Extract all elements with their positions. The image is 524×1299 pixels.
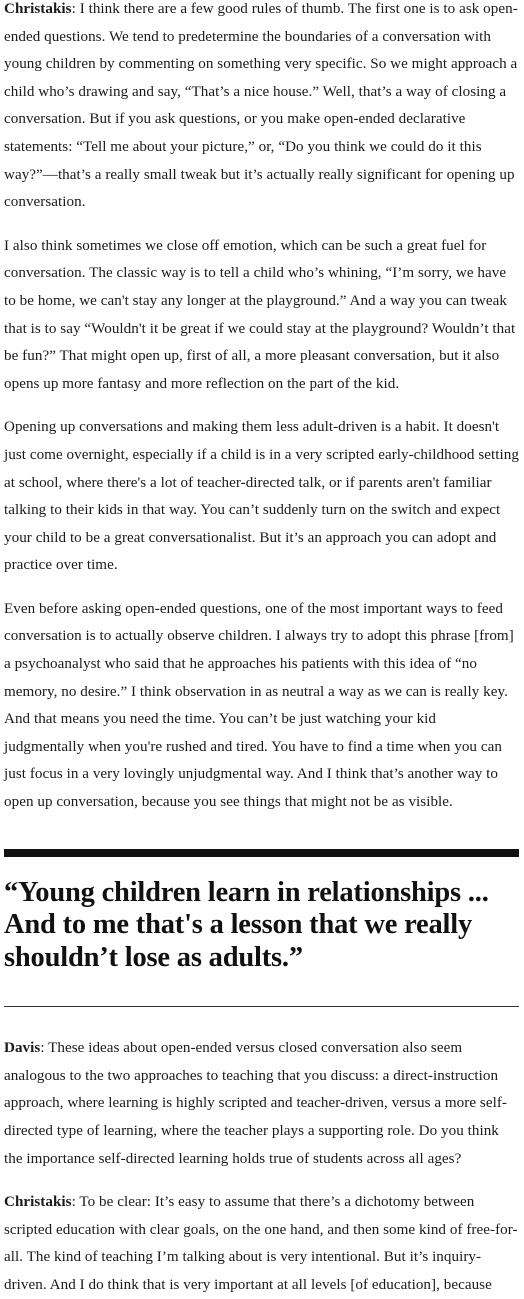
paragraph-text: These ideas about open-ended versus closed conversation also seem analogous to the two approaches to teaching that you discuss: a direct-instruction approach, where learning is highly scripted and teacher-driven, versus a more self-directed type of learning, where the teacher plays a supporting role. Do you think the importance self-directed learning holds true of students across all ages? bbox=[4, 1040, 508, 1167]
paragraph bbox=[4, 596, 519, 817]
pullquote-block bbox=[4, 849, 519, 1008]
paragraph bbox=[4, 414, 519, 580]
pullquote: “Young children learn in relationships ... And to me that's a lesson that we really shouldn’t lose as adults.” bbox=[4, 876, 489, 973]
paragraph: Christakis: I think there are a few good rules of thumb. The first one is to ask open-ended questions. We tend to predetermine the boundaries of a conversation with young children by commenting on something very specific. So we might approach a child who’s drawing and say, “That’s a nice house.” Well, that’s a way of closing a conversation. But if you ask questions, or you make open-ended declarative statements: “Tell me about your picture,” or, “Do you think we could do it this way?”—that’s a really small tweak but it’s actually really significant for opening up conversation. bbox=[4, 1, 518, 211]
speaker-name: Davis bbox=[4, 1040, 41, 1057]
paragraph-text: I think there are a few good rules of thumb. The first one is to ask open-ended questions. We tend to predetermine the boundaries of a conversation with young children by commenting on something very specific. So we might approach a child who’s drawing and say, “That’s a nice house.” Well, that’s a way of closing a conversation. But if you ask questions, or you make open-ended declarative statements: “Tell me about your picture,” or, “Do you think we could do it this way?”—that’s a really small tweak but it’s actually really significant for opening up conversation. bbox=[4, 1, 518, 211]
paragraph: Christakis: To be clear: It’s easy to assume that there’s a dichotomy between scripted education with clear goals, on the one hand, and then some kind of free-for-all. The kind of teaching I’m talking about is very intentional. But it’s inquiry-driven. And I do think that is very important at all levels [of education], because bbox=[4, 1194, 518, 1293]
speaker-name: Christakis bbox=[4, 1194, 72, 1211]
speaker-name: Christakis bbox=[4, 1, 72, 17]
paragraph-text: Even before asking open-ended questions, one of the most important ways to feed conversation is to actually observe children. I always try to adopt this phrase [from] a psychoanalyst who said that he approaches his patients with this idea of “no memory, no desire.” I think observation in as neutral a way as we can is really key. And that means you need the time. You can’t be just watching your kid judgmentally when you're rushed and tired. You have to find a time when you can just focus in a very lovingly unjudgmental way. And I think that’s another way to open up conversation, because you see things that might not be as visible. bbox=[4, 600, 514, 811]
paragraph-text: To be clear: It’s easy to assume that there’s a dichotomy between scripted education with clear goals, on the one hand, and then some kind of free-for-all. The kind of teaching I’m talking about is very intentional. But it’s inquiry-driven. And I do think that is very important at all levels [of education], because bbox=[4, 1194, 518, 1293]
paragraph: Davis: These ideas about open-ended versus closed conversation also seem analogous to the two approaches to teaching that you discuss: a direct-instruction approach, where learning is highly scripted and teacher-driven, versus a more self-directed type of learning, where the teacher plays a supporting role. Do you think the importance self-directed learning holds true of students across all ages? bbox=[4, 1040, 508, 1167]
paragraph-text: I also think sometimes we close off emotion, which can be such a great fuel for conversation. The classic way is to tell a child who’s whining, “I’m sorry, we have to be home, we can't stay any longer at the playground.” And a way you can tweak that is to say “Wouldn't it be great if we could stay at the playground? Wouldn’t that be fun?” That might open up, first of all, a more pleasant conversation, but it also opens up more fantasy and more reflection on the part of the kid. bbox=[4, 237, 516, 392]
paragraph bbox=[4, 233, 519, 399]
paragraph-text: Opening up conversations and making them less adult-driven is a habit. It doesn't just come overnight, especially if a child is in a very scripted early-childhood setting at school, where there's a lot of teacher-directed talk, or if parents aren't familiar talking to their kids in that way. You can’t suddenly turn on the switch and expect your child to be a great conversationalist. But it’s an approach you can adopt and practice over time. bbox=[4, 419, 519, 574]
